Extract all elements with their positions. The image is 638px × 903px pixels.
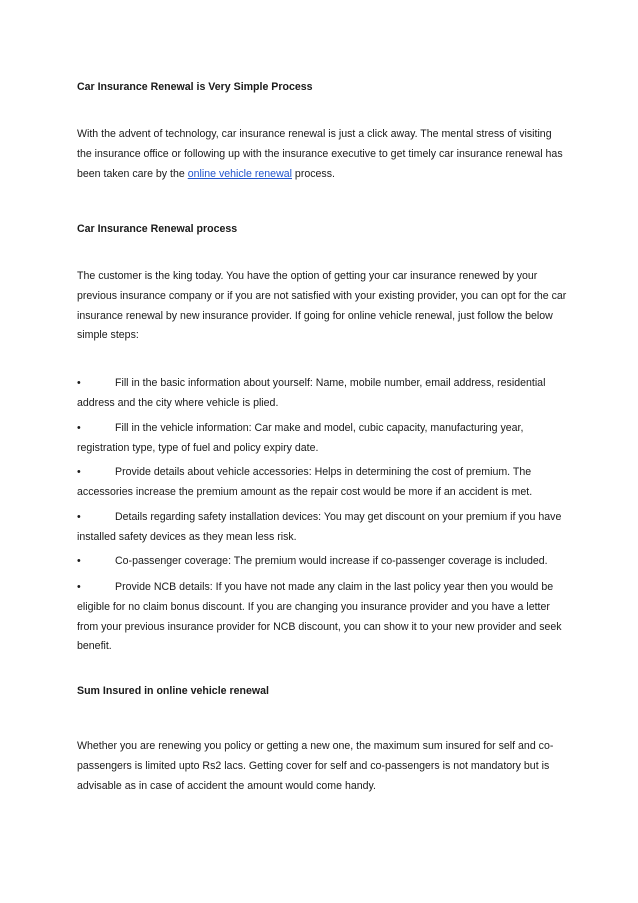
bullet-icon: • xyxy=(77,377,81,389)
bullet-icon: • xyxy=(77,422,81,434)
bullet-icon: • xyxy=(77,581,81,593)
bullet-icon: • xyxy=(77,466,81,478)
list-item xyxy=(77,463,567,503)
section-heading-renewal-process: Car Insurance Renewal process xyxy=(77,223,238,235)
step-text: Provide details about vehicle accessories: Helps in determining the cost of premium. The accessories increase the premium amount as the repair cost would be more if an accident is met. xyxy=(77,466,533,498)
section-paragraph-renewal-process: The customer is the king today. You have the option of getting your car insurance renewed by your previous insurance company or if you are not satisfied with your existing provider, you can opt for the car insurance renewal by new insurance provider. If going for online vehicle renewal, just follow the below simple steps: xyxy=(77,270,567,342)
list-item xyxy=(77,419,567,459)
list-item xyxy=(77,374,567,414)
online-vehicle-renewal-link[interactable]: online vehicle renewal xyxy=(187,167,292,180)
step-text: Fill in the vehicle information: Car make and model, cubic capacity, manufacturing year, registration type, type of fuel and policy expiry date. xyxy=(77,422,524,454)
list-item xyxy=(77,508,567,548)
list-item xyxy=(77,552,567,572)
intro-paragraph xyxy=(77,125,567,184)
intro-text-end: process. xyxy=(291,167,335,180)
step-text: Provide NCB details: If you have not made any claim in the last policy year then you would be eligible for no claim bonus discount. If you are changing you insurance provider and you have a letter from your previous insurance provider for NCB discount, you can show it to your new provider and seek benefit. xyxy=(77,581,562,653)
step-text: Co-passenger coverage: The premium would increase if co-passenger coverage is included. xyxy=(115,555,548,567)
step-text: Fill in the basic information about yourself: Name, mobile number, email address, residential address and the city where vehicle is plied. xyxy=(77,377,546,409)
section-heading-sum-insured: Sum Insured in online vehicle renewal xyxy=(77,685,269,697)
section-paragraph-sum-insured: Whether you are renewing you policy or getting a new one, the maximum sum insured for self and co-passengers is limited upto Rs2 lacs. Getting cover for self and co-passengers is not mandatory but is advisable as in case of accident the amount would come handy. xyxy=(77,740,554,792)
list-item xyxy=(77,578,567,657)
document-title: Car Insurance Renewal is Very Simple Process xyxy=(77,81,313,93)
intro-text: With the advent of technology, car insurance renewal is just a click away. The mental stress of visiting the insurance office or following up with the insurance executive to get timely car insurance renewal has been taken care by the xyxy=(77,128,563,180)
bullet-icon: • xyxy=(77,555,81,567)
bullet-icon: • xyxy=(77,511,81,523)
step-text: Details regarding safety installation devices: You may get discount on your premium if you have installed safety devices as they mean less risk. xyxy=(77,511,562,543)
